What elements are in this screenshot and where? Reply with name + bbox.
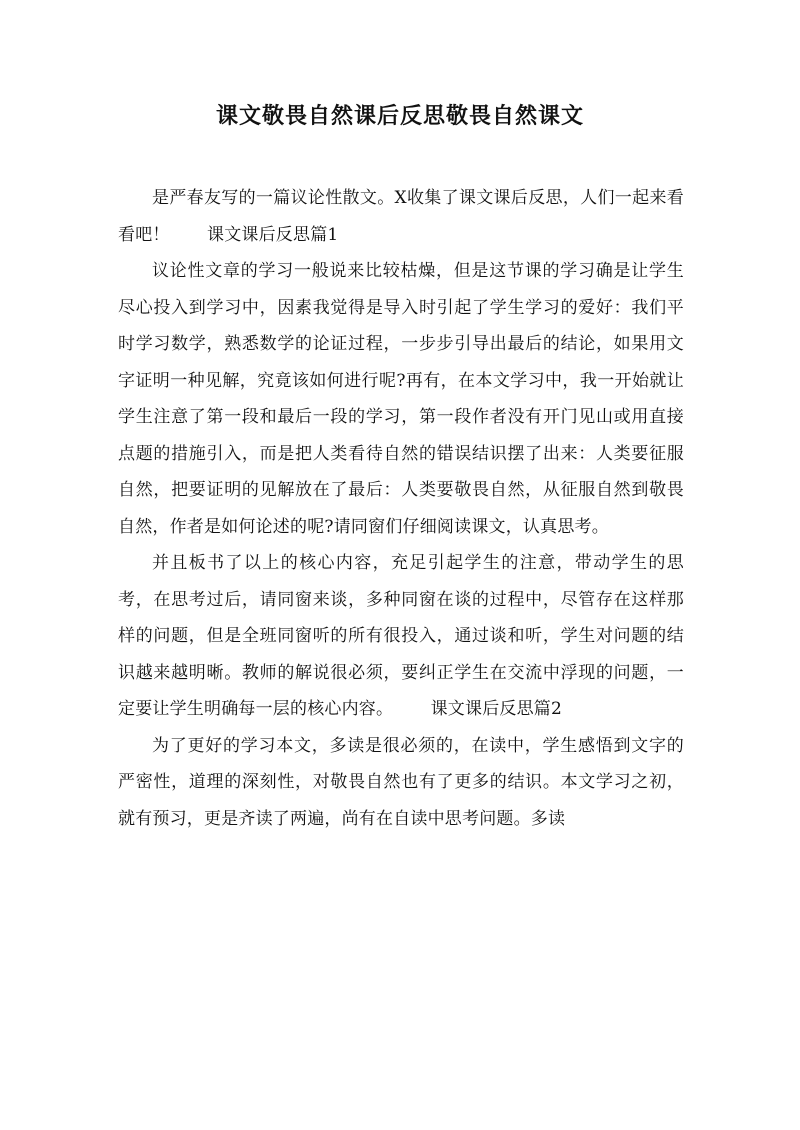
paragraph-intro-text: 是严春友写的一篇议论性散文。X收集了课文课后反思，人们一起来看看吧！	[118, 188, 684, 245]
section-heading-1: 课文课后反思篇1	[207, 224, 339, 245]
paragraph-intro	[118, 180, 684, 253]
paragraph-1: 议论性文章的学习一般说来比较枯燥，但是这节课的学习确是让学生尽心投入到学习中，因素我觉得是导入时引起了学生学习的爱好：我们平时学习数学，熟悉数学的论证过程，一步步引导出最后的结论，如果用文字证明一种见解，究竟该如何进行呢?再有，在本文学习中，我一开始就让学生注意了第一段和最后一段的学习，第一段作者没有开门见山或用直接点题的措施引入，而是把人类看待自然的错误结识摆了出来：人类要征服自然，把要证明的见解放在了最后：人类要敬畏自然，从征服自然到敬畏自然，作者是如何论述的呢?请同窗们仔细阅读课文，认真思考。	[118, 261, 684, 537]
section-heading-2: 课文课后反思篇2	[430, 699, 563, 719]
document-body	[118, 180, 684, 837]
paragraph-2	[118, 545, 684, 728]
document-title: 课文敬畏自然课后反思敬畏自然课文	[215, 103, 584, 129]
paragraph-2-text: 并且板书了以上的核心内容，充足引起学生的注意，带动学生的思考，在思考过后，请同窗来谈，多种同窗在谈的过程中，尽管存在这样那样的问题，但是全班同窗听的所有很投入，通过谈和听，学生对问题的结识越来越明晰。教师的解说很必须，要纠正学生在交流中浮现的问题，一定要让学生明确每一层的核心内容。	[118, 553, 684, 719]
paragraph-3: 为了更好的学习本文，多读是很必须的，在读中，学生感悟到文字的严密性，道理的深刻性，对敬畏自然也有了更多的结识。本文学习之初，就有预习，更是齐读了两遍，尚有在自读中思考问题。多读	[118, 735, 684, 829]
